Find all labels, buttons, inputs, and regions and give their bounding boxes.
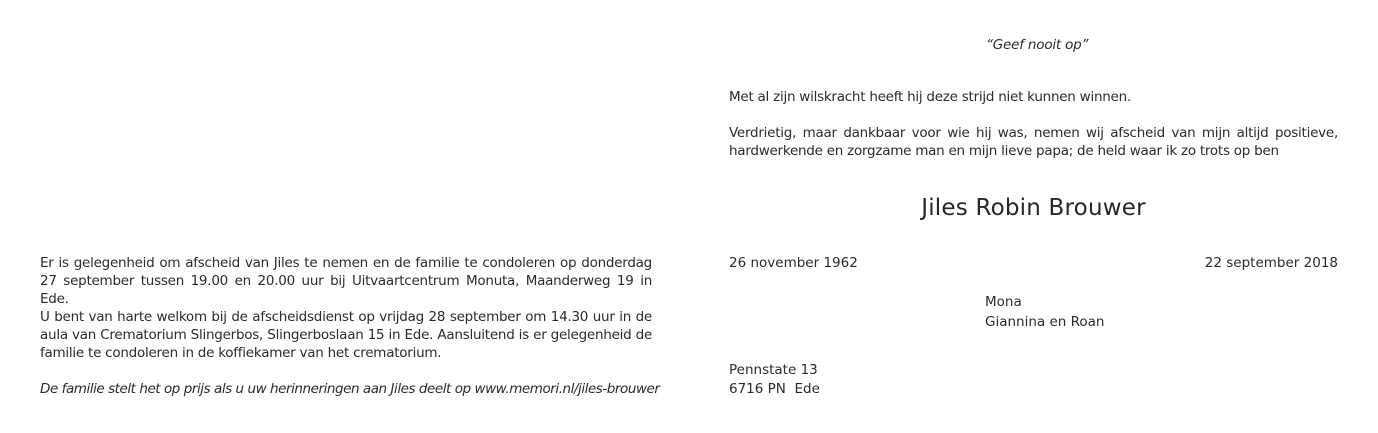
- family-name-line: Giannina en Roan: [985, 314, 1105, 330]
- deceased-name: Jiles Robin Brouwer: [921, 195, 1146, 221]
- death-date: 22 september 2018: [1204, 255, 1338, 271]
- memori-note: De familie stelt het op prijs als u uw herinneringen aan Jiles deelt op www.memori.nl/jiles-brouwer: [40, 381, 660, 397]
- motto: “Geef nooit op”: [986, 37, 1089, 53]
- address-street: Pennstate 13: [729, 362, 818, 378]
- family-names: [985, 292, 1104, 332]
- left-paragraph-service-block: [40, 308, 652, 362]
- visitation-paragraph: Er is gelegenheid om afscheid van Jiles te nemen en de familie te condoleren op donderdag 27 september tussen 19.00 en 20.00 uur bij Uitvaartcentrum Monuta, Maanderweg 19 in Ede.: [40, 255, 652, 307]
- farewell-paragraph: Verdrietig, maar dankbaar voor wie hij was, nemen wij afscheid van mijn altijd positieve, hardwerkende en zorgzame man en mijn lieve papa; de held waar ik zo trots op ben: [729, 125, 1338, 159]
- correspondence-address: [729, 361, 820, 399]
- left-paragraph-visitation-block: [40, 254, 652, 308]
- service-paragraph: U bent van harte welkom bij de afscheidsdienst op vrijdag 28 september om 14.30 uur in de aula van Crematorium Slingerbos, Slingerboslaan 15 in Ede. Aansluitend is er gelegenheid de familie te condoleren in de koffiekamer van het crematorium.: [40, 309, 652, 361]
- family-name-line: Mona: [985, 294, 1022, 310]
- left-closing-block: [40, 380, 660, 398]
- address-postal-city: 6716 PN Ede: [729, 381, 820, 397]
- birth-date: 26 november 1962: [729, 255, 858, 271]
- strength-sentence: Met al zijn wilskracht heeft hij deze strijd niet kunnen winnen.: [729, 89, 1131, 105]
